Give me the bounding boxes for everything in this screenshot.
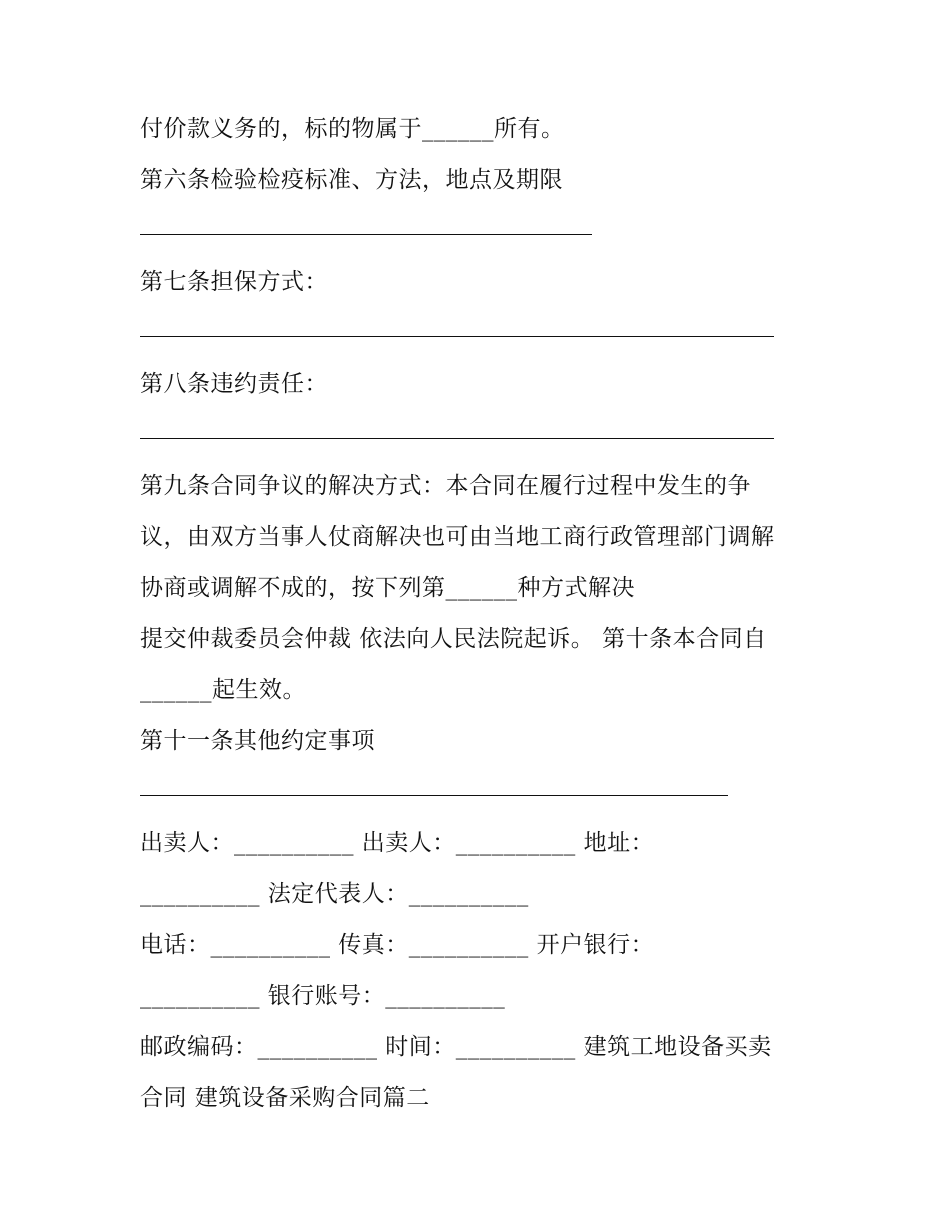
blank-rule-other-terms [140, 767, 820, 818]
article-11-heading: 第十一条其他约定事项 [140, 728, 375, 754]
signature-line: 出卖人：__________ 出卖人：__________ 地址： [140, 830, 655, 856]
blank-rule-inspection [140, 206, 820, 257]
blank-rule-guarantee [140, 308, 820, 359]
article-9-text: 第九条合同争议的解决方式：本合同在履行过程中发生的争 [140, 473, 751, 499]
text-line: 提交仲裁委员会仲裁 依法向人民法院起诉。 第十条本合同自 [140, 626, 767, 652]
article-8-heading: 第八条违约责任： [140, 371, 328, 397]
text-line: 协商或调解不成的，按下列第______种方式解决 [140, 575, 635, 601]
text-line: 付价款义务的，标的物属于______所有。 [140, 116, 565, 142]
text-line: 议，由双方当事人仗商解决也可由当地工商行政管理部门调解 [140, 524, 775, 550]
blank-rule-liability [140, 410, 820, 461]
signature-line: 电话：__________ 传真：__________ 开户银行： [140, 932, 655, 958]
text-line: ______起生效。 [140, 677, 306, 703]
document-title-footer: 合同 建筑设备采购合同篇二 [140, 1085, 430, 1111]
contract-page [140, 104, 820, 1124]
article-7-heading: 第七条担保方式： [140, 269, 328, 295]
article-6-heading: 第六条检验检疫标准、方法，地点及期限 [140, 167, 563, 193]
signature-line: 邮政编码：__________ 时间：__________ 建筑工地设备买卖 [140, 1034, 772, 1060]
signature-line: __________ 银行账号：__________ [140, 983, 506, 1009]
signature-line: __________ 法定代表人：__________ [140, 881, 529, 907]
